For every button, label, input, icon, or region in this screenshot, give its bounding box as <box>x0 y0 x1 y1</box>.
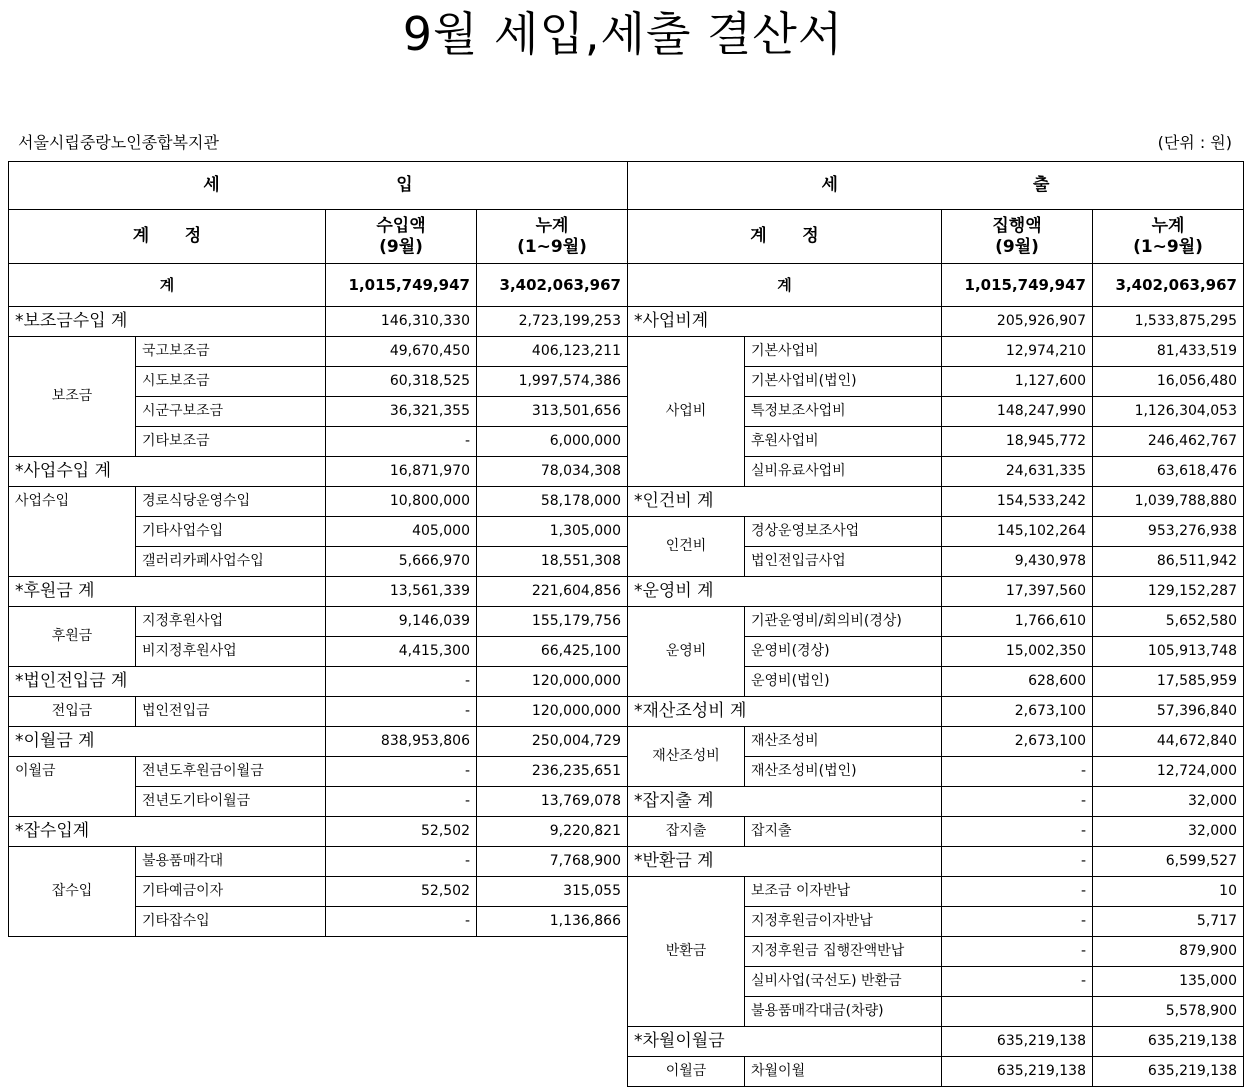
income-section-cum: 78,034,308 <box>477 457 628 487</box>
income-item-cum: 1,136,866 <box>477 907 628 937</box>
expense-item-label: 경상운영보조사업 <box>745 517 942 547</box>
expense-section-row <box>628 1027 1244 1057</box>
unit-label: (단위 : 원) <box>1157 133 1232 152</box>
income-section-amount: - <box>326 667 477 697</box>
expense-item-amount: 24,631,335 <box>942 457 1093 487</box>
income-item-amount: 4,415,300 <box>326 637 477 667</box>
income-section-cum: 120,000,000 <box>477 667 628 697</box>
expense-section-amount: 154,533,242 <box>942 487 1093 517</box>
income-group-label: 잡수입 <box>9 847 136 937</box>
expense-item-cum: 5,652,580 <box>1093 607 1244 637</box>
income-section-amount: 52,502 <box>326 817 477 847</box>
expense-group-label: 이월금 <box>628 1057 745 1087</box>
income-item-cum: 155,179,756 <box>477 607 628 637</box>
expense-col-amount <box>942 210 1093 264</box>
expense-section-amount: 205,926,907 <box>942 307 1093 337</box>
expense-item-label: 재산조성비 <box>745 727 942 757</box>
expense-item-amount: 12,974,210 <box>942 337 1093 367</box>
income-item-label: 법인전입금 <box>136 697 326 727</box>
expense-col-cum-1: 누계 <box>1151 215 1185 236</box>
expense-item-amount: 148,247,990 <box>942 397 1093 427</box>
income-item-amount: 49,670,450 <box>326 337 477 367</box>
income-item-amount: 60,318,525 <box>326 367 477 397</box>
income-item-label: 지정후원사업 <box>136 607 326 637</box>
income-group-label: 사업수입 <box>9 487 136 577</box>
expense-section-row <box>628 787 1244 817</box>
expense-section-label: *차월이월금 <box>628 1027 942 1057</box>
income-item-cum: 66,425,100 <box>477 637 628 667</box>
expense-table <box>627 161 1244 1087</box>
expense-section-row <box>628 487 1244 517</box>
income-item-cum: 1,305,000 <box>477 517 628 547</box>
expense-item-label: 기본사업비 <box>745 337 942 367</box>
expense-section-label: *반환금 계 <box>628 847 942 877</box>
income-item-cum: 7,768,900 <box>477 847 628 877</box>
expense-section-amount: - <box>942 847 1093 877</box>
expense-section-row <box>628 847 1244 877</box>
income-section-label: *후원금 계 <box>9 577 326 607</box>
expense-section-label: *잡지출 계 <box>628 787 942 817</box>
expense-item-amount: - <box>942 967 1093 997</box>
expense-item-amount: 2,673,100 <box>942 727 1093 757</box>
income-item-row <box>9 487 628 517</box>
income-section-row <box>9 667 628 697</box>
expense-item-cum: 246,462,767 <box>1093 427 1244 457</box>
expense-item-cum: 63,618,476 <box>1093 457 1244 487</box>
income-section-row <box>9 817 628 847</box>
income-item-label: 전년도기타이월금 <box>136 787 326 817</box>
expense-section-cum: 32,000 <box>1093 787 1244 817</box>
income-item-amount: - <box>326 757 477 787</box>
income-col-amount-1: 수입액 <box>376 215 426 236</box>
expense-item-amount: 635,219,138 <box>942 1057 1093 1087</box>
expense-col-account-1: 계 <box>750 226 767 246</box>
expense-header-right: 출 <box>1033 175 1050 195</box>
expense-item-cum: 16,056,480 <box>1093 367 1244 397</box>
expense-item-label: 기관운영비/회의비(경상) <box>745 607 942 637</box>
income-item-cum: 236,235,651 <box>477 757 628 787</box>
income-item-cum: 18,551,308 <box>477 547 628 577</box>
income-item-row <box>9 697 628 727</box>
income-col-account <box>9 210 326 264</box>
expense-item-cum: 17,585,959 <box>1093 667 1244 697</box>
expense-item-label: 지정후원금이자반납 <box>745 907 942 937</box>
expense-item-amount <box>942 997 1093 1027</box>
expense-item-label: 법인전입금사업 <box>745 547 942 577</box>
expense-col-cum <box>1093 210 1244 264</box>
expense-group-label: 재산조성비 <box>628 727 745 787</box>
expense-section-amount: 17,397,560 <box>942 577 1093 607</box>
expense-total-cum: 3,402,063,967 <box>1093 264 1244 307</box>
expense-section-label: *운영비 계 <box>628 577 942 607</box>
income-section-cum: 221,604,856 <box>477 577 628 607</box>
expense-item-label: 지정후원금 집행잔액반납 <box>745 937 942 967</box>
income-item-cum: 58,178,000 <box>477 487 628 517</box>
expense-item-label: 후원사업비 <box>745 427 942 457</box>
expense-item-label: 운영비(법인) <box>745 667 942 697</box>
expense-total-row <box>628 264 1244 307</box>
expense-group-label: 운영비 <box>628 607 745 697</box>
expense-group-label: 반환금 <box>628 877 745 1027</box>
expense-item-cum: 10 <box>1093 877 1244 907</box>
expense-item-cum: 635,219,138 <box>1093 1057 1244 1087</box>
expense-section-label: *사업비계 <box>628 307 942 337</box>
expense-item-amount: 1,766,610 <box>942 607 1093 637</box>
income-section-amount: 838,953,806 <box>326 727 477 757</box>
expense-section-cum: 6,599,527 <box>1093 847 1244 877</box>
expense-section-amount: - <box>942 787 1093 817</box>
income-section-label: *보조금수입 계 <box>9 307 326 337</box>
expense-item-cum: 5,717 <box>1093 907 1244 937</box>
expense-item-amount: 628,600 <box>942 667 1093 697</box>
income-item-cum: 13,769,078 <box>477 787 628 817</box>
expense-column-header-row <box>628 210 1244 264</box>
income-section-label: *이월금 계 <box>9 727 326 757</box>
income-item-label: 기타잡수입 <box>136 907 326 937</box>
income-group-label: 이월금 <box>9 757 136 817</box>
income-item-cum: 315,055 <box>477 877 628 907</box>
expense-item-label: 잡지출 <box>745 817 942 847</box>
expense-item-label: 보조금 이자반납 <box>745 877 942 907</box>
expense-item-label: 불용품매각대금(차량) <box>745 997 942 1027</box>
expense-section-cum: 1,533,875,295 <box>1093 307 1244 337</box>
income-item-label: 불용품매각대 <box>136 847 326 877</box>
expense-item-label: 운영비(경상) <box>745 637 942 667</box>
expense-item-label: 실비사업(국선도) 반환금 <box>745 967 942 997</box>
income-item-row <box>9 757 628 787</box>
expense-item-cum: 135,000 <box>1093 967 1244 997</box>
expense-item-row <box>628 337 1244 367</box>
income-item-label: 전년도후원금이월금 <box>136 757 326 787</box>
income-col-amount <box>326 210 477 264</box>
expense-item-amount: - <box>942 877 1093 907</box>
income-item-cum: 6,000,000 <box>477 427 628 457</box>
expense-item-amount: 1,127,600 <box>942 367 1093 397</box>
expense-item-cum: 12,724,000 <box>1093 757 1244 787</box>
expense-item-cum: 953,276,938 <box>1093 517 1244 547</box>
income-item-amount: - <box>326 847 477 877</box>
expense-item-row <box>628 877 1244 907</box>
income-item-amount: 36,321,355 <box>326 397 477 427</box>
expense-item-cum: 81,433,519 <box>1093 337 1244 367</box>
expense-section-cum: 57,396,840 <box>1093 697 1244 727</box>
income-item-row <box>9 607 628 637</box>
expense-col-account-2: 정 <box>802 226 819 246</box>
income-item-label: 국고보조금 <box>136 337 326 367</box>
income-item-cum: 120,000,000 <box>477 697 628 727</box>
expense-section-row <box>628 577 1244 607</box>
expense-group-label: 잡지출 <box>628 817 745 847</box>
income-item-amount: 405,000 <box>326 517 477 547</box>
income-item-cum: 406,123,211 <box>477 337 628 367</box>
income-column-header-row <box>9 210 628 264</box>
expense-item-row <box>628 1057 1244 1087</box>
expense-section-cum: 635,219,138 <box>1093 1027 1244 1057</box>
income-section-label: *사업수입 계 <box>9 457 326 487</box>
expense-item-cum: 105,913,748 <box>1093 637 1244 667</box>
expense-item-cum: 1,126,304,053 <box>1093 397 1244 427</box>
income-group-label: 보조금 <box>9 337 136 457</box>
income-item-label: 기타보조금 <box>136 427 326 457</box>
income-group-label: 전입금 <box>9 697 136 727</box>
income-col-cum-2: (1~9월) <box>517 236 587 257</box>
expense-item-amount: 145,102,264 <box>942 517 1093 547</box>
income-section-row <box>9 577 628 607</box>
expense-item-cum: 5,578,900 <box>1093 997 1244 1027</box>
income-item-amount: 52,502 <box>326 877 477 907</box>
expense-section-row <box>628 697 1244 727</box>
expense-section-amount: 2,673,100 <box>942 697 1093 727</box>
income-item-cum: 313,501,656 <box>477 397 628 427</box>
expense-col-amount-1: 집행액 <box>992 215 1042 236</box>
income-section-row <box>9 457 628 487</box>
income-item-row <box>9 337 628 367</box>
income-section-amount: 146,310,330 <box>326 307 477 337</box>
income-table <box>8 161 628 937</box>
income-item-amount: 9,146,039 <box>326 607 477 637</box>
expense-item-cum: 44,672,840 <box>1093 727 1244 757</box>
income-col-account-2: 정 <box>184 226 202 246</box>
income-item-cum: 1,997,574,386 <box>477 367 628 397</box>
expense-item-cum: 879,900 <box>1093 937 1244 967</box>
income-col-account-1: 계 <box>132 226 150 246</box>
income-section-row <box>9 307 628 337</box>
income-item-amount: 10,800,000 <box>326 487 477 517</box>
income-section-label: *법인전입금 계 <box>9 667 326 697</box>
income-total-cum: 3,402,063,967 <box>477 264 628 307</box>
expense-section-amount: 635,219,138 <box>942 1027 1093 1057</box>
organization-name: 서울시립중랑노인종합복지관 <box>18 133 219 152</box>
income-section-cum: 250,004,729 <box>477 727 628 757</box>
income-item-label: 시군구보조금 <box>136 397 326 427</box>
expense-item-row <box>628 727 1244 757</box>
expense-section-cum: 1,039,788,880 <box>1093 487 1244 517</box>
expense-item-amount: - <box>942 817 1093 847</box>
expense-item-amount: - <box>942 937 1093 967</box>
income-total-amount: 1,015,749,947 <box>326 264 477 307</box>
expense-item-amount: - <box>942 757 1093 787</box>
income-group-label: 후원금 <box>9 607 136 667</box>
income-item-label: 시도보조금 <box>136 367 326 397</box>
income-item-label: 기타예금이자 <box>136 877 326 907</box>
income-total-row <box>9 264 628 307</box>
income-header-right: 입 <box>396 175 413 195</box>
income-header-row <box>9 162 628 210</box>
expense-item-label: 재산조성비(법인) <box>745 757 942 787</box>
expense-total-amount: 1,015,749,947 <box>942 264 1093 307</box>
expense-item-row <box>628 607 1244 637</box>
expense-item-label: 차월이월 <box>745 1057 942 1087</box>
income-item-label: 경로식당운영수입 <box>136 487 326 517</box>
expense-item-cum: 86,511,942 <box>1093 547 1244 577</box>
expense-item-amount: 9,430,978 <box>942 547 1093 577</box>
expense-col-amount-2: (9월) <box>995 236 1039 257</box>
expense-item-amount: - <box>942 907 1093 937</box>
income-item-amount: 5,666,970 <box>326 547 477 577</box>
expense-col-account <box>628 210 942 264</box>
income-col-cum <box>477 210 628 264</box>
expense-item-amount: 18,945,772 <box>942 427 1093 457</box>
expense-group-label: 인건비 <box>628 517 745 577</box>
income-item-amount: - <box>326 787 477 817</box>
expense-section-label: *인건비 계 <box>628 487 942 517</box>
expense-item-cum: 32,000 <box>1093 817 1244 847</box>
page-title: 9월 세입,세출 결산서 <box>402 7 844 61</box>
income-item-amount: - <box>326 907 477 937</box>
income-section-amount: 16,871,970 <box>326 457 477 487</box>
expense-item-label: 실비유료사업비 <box>745 457 942 487</box>
income-section-cum: 9,220,821 <box>477 817 628 847</box>
income-section-row <box>9 727 628 757</box>
expense-header-left: 세 <box>821 175 838 195</box>
expense-item-row <box>628 517 1244 547</box>
income-item-label: 비지정후원사업 <box>136 637 326 667</box>
income-section-amount: 13,561,339 <box>326 577 477 607</box>
expense-item-amount: 15,002,350 <box>942 637 1093 667</box>
income-section-label: *잡수입계 <box>9 817 326 847</box>
income-header <box>9 162 628 210</box>
income-section-cum: 2,723,199,253 <box>477 307 628 337</box>
expense-section-label: *재산조성비 계 <box>628 697 942 727</box>
expense-total-label: 계 <box>628 264 942 307</box>
expense-item-label: 특정보조사업비 <box>745 397 942 427</box>
expense-item-row <box>628 817 1244 847</box>
income-col-cum-1: 누계 <box>535 215 569 236</box>
income-item-amount: - <box>326 427 477 457</box>
income-header-left: 세 <box>203 175 220 195</box>
expense-section-cum: 129,152,287 <box>1093 577 1244 607</box>
income-item-label: 갤러리카페사업수입 <box>136 547 326 577</box>
expense-group-label: 사업비 <box>628 337 745 487</box>
expense-item-label: 기본사업비(법인) <box>745 367 942 397</box>
income-col-amount-2: (9월) <box>379 236 423 257</box>
expense-header-row <box>628 162 1244 210</box>
income-item-row <box>9 847 628 877</box>
expense-section-row <box>628 307 1244 337</box>
income-total-label: 계 <box>9 264 326 307</box>
income-item-label: 기타사업수입 <box>136 517 326 547</box>
income-item-amount: - <box>326 697 477 727</box>
expense-header <box>628 162 1244 210</box>
expense-col-cum-2: (1~9월) <box>1133 236 1203 257</box>
